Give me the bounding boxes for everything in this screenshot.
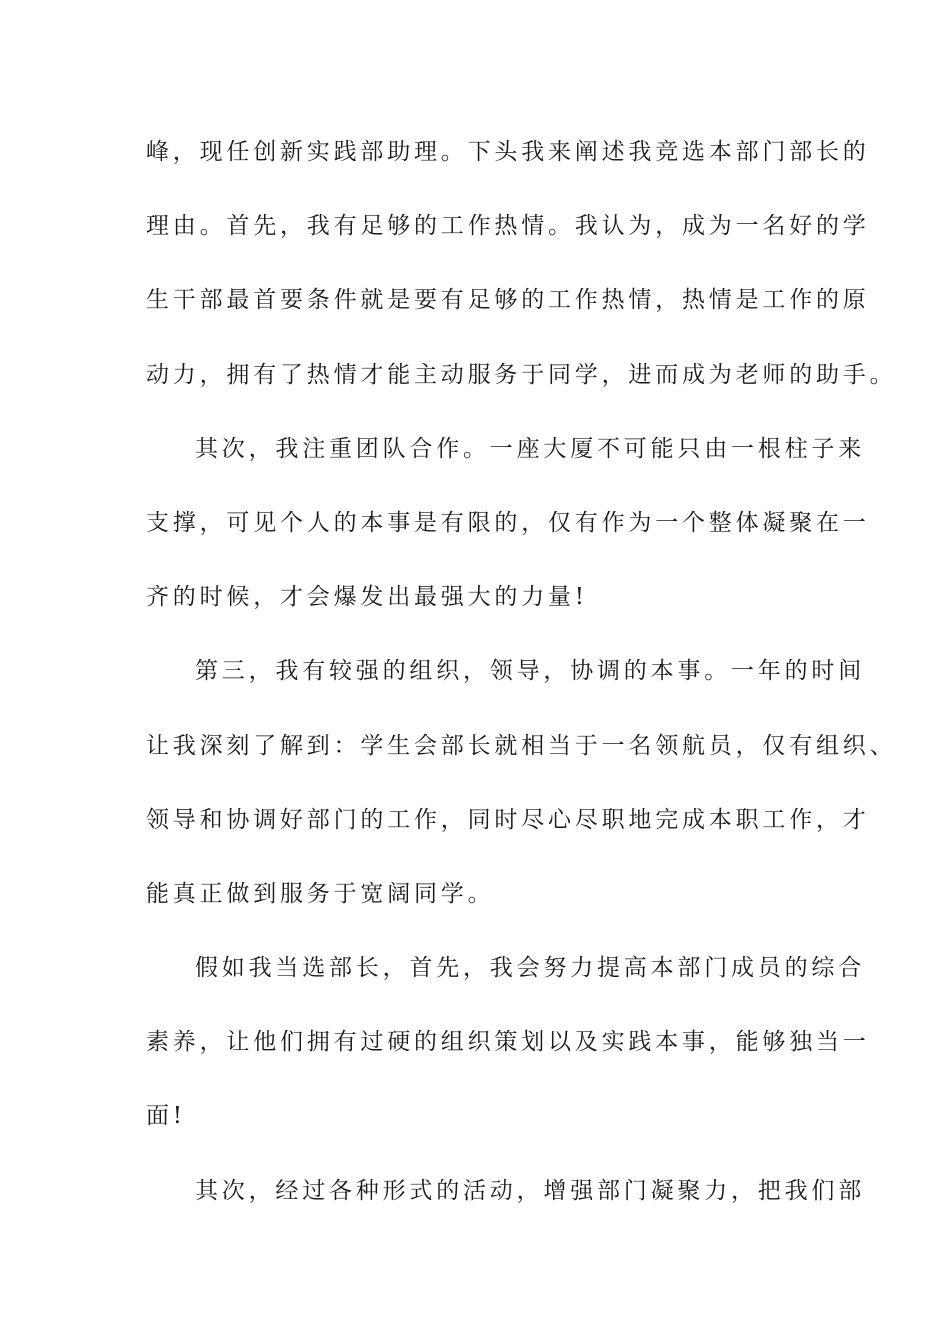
paragraph-first-line: 第三，我有较强的组织，领导，协调的本事。一年的时间 [195,658,865,685]
text-line: 生干部最首要条件就是要有足够的工作热情，热情是工作的原 [146,287,870,314]
text-line: 面! [146,1103,186,1130]
paragraph-first-line: 其次，经过各种形式的活动，增强部门凝聚力，把我们部 [195,1177,865,1204]
text-line: 峰，现任创新实践部助理。下头我来阐述我竞选本部门部长的 [146,139,870,165]
text-line: 理由。首先，我有足够的工作热情。我认为，成为一名好的学 [146,213,870,240]
text-line: 动力，拥有了热情才能主动服务于同学，进而成为老师的助手。 [146,361,897,388]
paragraph-first-line: 假如我当选部长，首先，我会努力提高本部门成员的综合 [195,955,865,982]
text-line: 领导和协调好部门的工作，同时尽心尽职地完成本职工作，才 [146,806,870,833]
text-line: 支撑，可见个人的本事是有限的，仅有作为一个整体凝聚在一 [146,509,870,536]
text-line: 让我深刻了解到：学生会部长就相当于一名领航员，仅有组织、 [146,732,897,759]
text-line: 齐的时候，才会爆发出最强大的力量! [146,584,588,611]
document-body [146,132,897,1245]
paragraph-first-line: 其次，我注重团队合作。一座大厦不可能只由一根柱子来 [195,435,865,462]
text-line: 素养，让他们拥有过硬的组织策划以及实践本事，能够独当一 [146,1029,870,1056]
text-line: 能真正做到服务于宽阔同学。 [146,880,495,907]
